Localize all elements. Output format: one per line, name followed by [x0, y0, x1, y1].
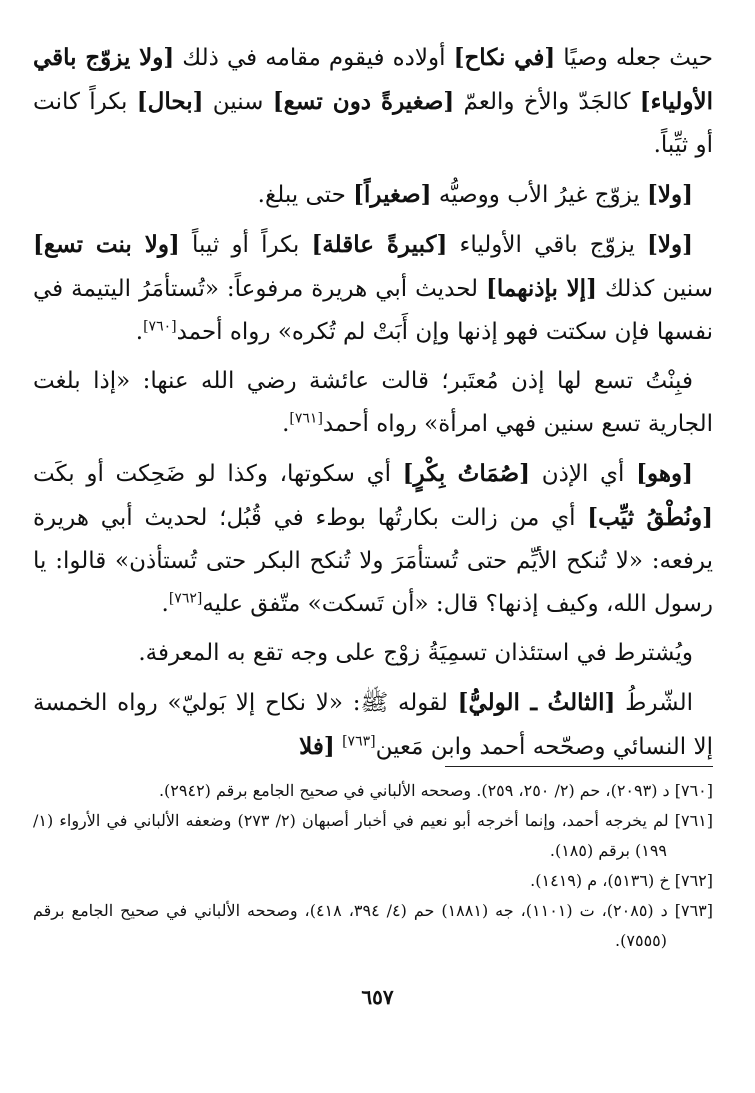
- text-run: بكراً أو ثيباً: [179, 232, 312, 258]
- text-run: كالجَدّ والأخ والعمّ: [454, 89, 640, 115]
- bold-term: [الثالثُ ـ الوليُّ]: [457, 689, 616, 716]
- bold-term: [إلا بإذنهما]: [486, 275, 597, 302]
- text-run: يزوّج باقي الأولياء: [447, 232, 648, 258]
- bold-term: [صغيراً]: [353, 181, 432, 208]
- text-run: أي الإذن: [530, 461, 637, 487]
- page-number: ٦٥٧: [361, 985, 394, 1009]
- bold-term: [صُمَاتُ بِكْرٍ]: [402, 460, 531, 487]
- text-run: فبِنْتُ تسع لها إذن مُعتَبر؛ قالت عائشة رضي الله عنها: «إذا بلغت الجارية تسع سنين فهي امرأة» رواه أحمد: [33, 368, 713, 437]
- footnote: [٧٦٢] خ (٥١٣٦)، م (١٤١٩).: [530, 871, 713, 890]
- text-run: أولاده فيقوم مقامه في ذلك: [174, 45, 454, 71]
- bold-term: [بحال]: [136, 88, 204, 115]
- text-run: لحديث أبي هريرة مرفوعاً: «تُستأمَرُ اليتيمة في نفسها فإن سكتت فهو إذنها وإن أَبَتْ لم تُكره» رواه أحمد: [33, 276, 713, 345]
- text-run: يزوّج غيرُ الأب ووصيُّه: [431, 182, 647, 208]
- bold-term: [ولا]: [647, 231, 694, 258]
- bold-term: [وهو]: [636, 460, 693, 487]
- bold-term: [ولا بنت تسع]: [33, 231, 180, 258]
- paragraph: [33, 173, 713, 217]
- footnotes: [33, 776, 713, 956]
- footnote-ref: [٧٦٢]: [168, 590, 203, 607]
- text-run: سنين: [203, 89, 273, 115]
- text-run: [335, 734, 342, 760]
- text-run: أي سكوتها، وكذا لو ضَحِكت أو بكَت: [33, 461, 403, 487]
- footnote-divider: [445, 766, 713, 767]
- bold-term: [ولا يزوّج باقي الأولياء]: [33, 44, 714, 115]
- text-run: ويُشترط في استئذان تسمِيَةُ زوْج على وجه تقع به المعرفة.: [138, 640, 693, 666]
- text-run: .: [161, 591, 169, 617]
- paragraph: [33, 681, 713, 769]
- text-run: حيث جعله وصيًا: [555, 45, 713, 71]
- footnote-ref: [٧٦١]: [289, 410, 323, 427]
- text-run: بكراً كانت أو ثيِّباً.: [33, 89, 713, 158]
- paragraph: [33, 36, 713, 167]
- bold-term: [صغيرةً دون تسع]: [272, 88, 455, 115]
- main-text: [33, 36, 713, 775]
- paragraph: [33, 452, 713, 626]
- bold-term: [ولا]: [647, 181, 693, 208]
- paragraph: [33, 632, 713, 675]
- text-run: .: [135, 319, 144, 345]
- footnote-ref: [٧٦٠]: [143, 318, 177, 335]
- text-run: الشّرطُ: [615, 690, 693, 716]
- text-run: سنين كذلك: [596, 276, 714, 302]
- text-run: حتى يبلغ.: [257, 182, 354, 208]
- text-run: .: [282, 411, 290, 437]
- footnote: [٧٦١] لم يخرجه أحمد، وإنما أخرجه أبو نعيم في أخبار أصبهان (٢/ ٢٧٣) وضعفه الألباني في الأرواء (١/ ١٩٩) برقم (١٨٥).: [33, 811, 714, 860]
- paragraph: [33, 360, 713, 446]
- bold-term: [كبيرةً عاقلة]: [311, 231, 448, 258]
- bold-term: [في نكاح]: [453, 44, 556, 71]
- bold-term: [ونُطْقُ ثيِّب]: [587, 504, 713, 531]
- footnote: [٧٦٣] د (٢٠٨٥)، ت (١١٠١)، جه (١٨٨١) حم (٤/ ٣٩٤، ٤١٨)، وصححه الألباني في صحيح الجامع برقم (٧٥٥٥).: [33, 901, 713, 950]
- footnote: [٧٦٠] د (٢٠٩٣)، حم (٢/ ٢٥٠، ٢٥٩). وصححه الألباني في صحيح الجامع برقم (٢٩٤٢).: [158, 781, 713, 800]
- paragraph: [33, 223, 713, 354]
- text-run: لقوله ﷺ: «لا نكاح إلا بَوليّ» رواه الخمسة إلا النسائي وصحّحه أحمد وابن مَعين: [33, 690, 713, 760]
- text-run: أي من زالت بكارتُها بوطء في قُبُل؛ لحديث أبي هريرة يرفعه: «لا تُنكح الأيِّم حتى تُستأمَرَ ولا تُنكح البكر حتى تُستأذن» قالوا: يا رسول الله، وكيف إذنها؟ قال: «أن تَسكت» متّفق عليه: [33, 505, 713, 617]
- bold-term: [فلا: [299, 733, 335, 760]
- footnote-ref: [٧٦٣]: [342, 733, 376, 750]
